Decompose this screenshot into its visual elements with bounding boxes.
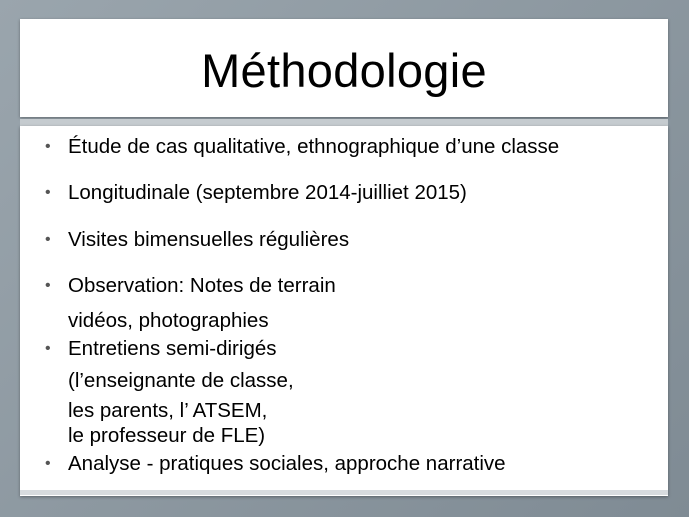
content-box	[20, 126, 668, 496]
bullet-text-longitudinal: Longitudinale (septembre 2014-juilliet 2015)	[68, 181, 467, 204]
footer-divider	[20, 490, 668, 495]
bullet-text-analysis: Analyse - pratiques sociales, approche narrative	[68, 452, 506, 475]
bullet-text-case-study: Étude de cas qualitative, ethnographique d’une classe	[68, 135, 560, 158]
bullet-text-interviews-cont-2: les parents, l’ ATSEM,	[68, 399, 268, 422]
bullet-icon: •	[45, 138, 51, 155]
bullet-icon: •	[45, 184, 51, 201]
bullet-icon: •	[45, 340, 51, 357]
slide-title: Méthodologie	[201, 43, 487, 97]
bullet-text-visits: Visites bimensuelles régulières	[68, 228, 350, 251]
bullet-text-observation-cont: vidéos, photographies	[68, 309, 269, 332]
bullet-icon: •	[45, 277, 51, 294]
bullet-text-interviews: Entretiens semi-dirigés	[68, 337, 277, 360]
bullet-text-interviews-cont-1: (l’enseignante de classe,	[68, 369, 294, 392]
title-box	[20, 19, 668, 117]
title-divider	[20, 119, 668, 126]
bullet-icon: •	[45, 455, 51, 472]
bullet-icon: •	[45, 231, 51, 248]
bullet-text-interviews-cont-3: le professeur de FLE)	[68, 424, 266, 447]
bullet-text-observation: Observation: Notes de terrain	[68, 274, 336, 297]
